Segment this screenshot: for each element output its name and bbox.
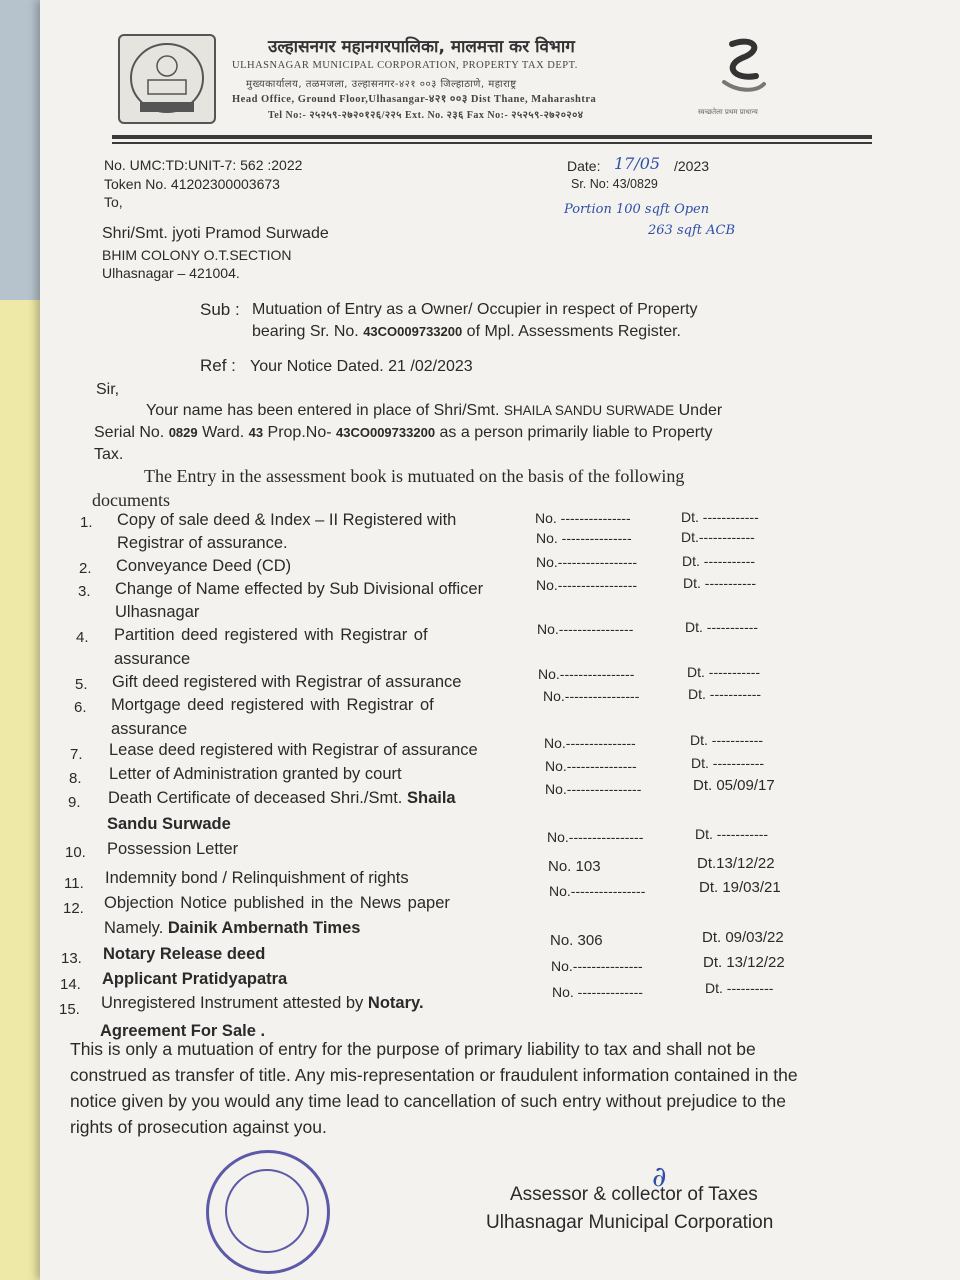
doc-description: Copy of sale deed & Index – II Registered with [117, 511, 457, 529]
doc-no: No.----------------- [536, 577, 638, 593]
doc-dt: Dt. ----------- [695, 826, 769, 842]
doc-number: 5. [75, 676, 88, 693]
reference-number: No. UMC:TD:UNIT-7: 562 :2022 [104, 157, 303, 173]
subject-label: Sub : [200, 300, 240, 319]
corporation-seal [206, 1150, 330, 1274]
swachh-logo-caption: स्वच्छतेला प्रथम प्राधान्य [698, 108, 758, 116]
doc-dt: Dt. ------------ [681, 509, 759, 525]
date-handwritten: 17/05 [614, 154, 661, 173]
doc-dt: Dt.13/12/22 [697, 855, 775, 872]
doc-number: 3. [78, 583, 91, 600]
doc-number: 14. [60, 976, 81, 993]
doc-no: No. 306 [550, 932, 603, 949]
doc-description: Mortgage deed registered with Registrar of [111, 696, 434, 714]
doc-description: Letter of Administration granted by court [109, 765, 402, 783]
doc-description: Indemnity bond / Relinquishment of rights [105, 869, 409, 887]
subject-line1: Mutuation of Entry as a Owner/ Occupier in respect of Property [252, 301, 698, 318]
addressee-address-line1: BHIM COLONY O.T.SECTION [102, 247, 292, 263]
doc-number: 2. [79, 560, 92, 577]
doc-no: No.--------------- [551, 958, 643, 974]
doc-dt: Dt. ---------- [705, 980, 774, 996]
doc-description: Lease deed registered with Registrar of assurance [109, 741, 478, 759]
doc-dt: Dt. 19/03/21 [699, 879, 781, 896]
doc-no: No.--------------- [544, 735, 636, 751]
document-page [40, 0, 960, 1280]
doc-description-cont: assurance [114, 650, 191, 668]
reference-label: Ref : [200, 356, 236, 375]
doc-description-cont: Registrar of assurance. [117, 534, 288, 552]
entry-sentence: The Entry in the assessment book is mutuated on the basis of the following [144, 466, 685, 486]
doc-number: 9. [68, 794, 81, 811]
doc-dt: Dt. ----------- [690, 732, 764, 748]
doc-number: 1. [80, 514, 93, 531]
handwritten-note-area: 263 sqft ACB [648, 223, 735, 238]
reference-text: Your Notice Dated. 21 /02/2023 [250, 358, 473, 375]
doc-dt: Dt. ----------- [691, 755, 765, 771]
doc-no: No.--------------- [545, 758, 637, 774]
doc-dt: Dt. 13/12/22 [703, 954, 785, 971]
doc-description: Unregistered Instrument attested by Notary. [101, 994, 424, 1012]
doc-number: 15. [59, 1001, 80, 1018]
doc-no: No.---------------- [543, 688, 640, 704]
handwritten-note-portion: Portion 100 sqft Open [564, 202, 710, 217]
doc-number: 11. [64, 875, 84, 892]
body-line1: Your name has been entered in place of Shri/Smt. SHAILA SANDU SURWADE Under [146, 402, 723, 419]
doc-no: No. --------------- [535, 510, 631, 526]
doc-description: Change of Name effected by Sub Divisional officer [115, 580, 484, 598]
doc-dt: Dt.------------ [681, 529, 755, 545]
body-line2: Serial No. 0829 Ward. 43 Prop.No- 43CO009733200 as a person primarily liable to Property [94, 424, 713, 441]
doc-no: No.---------------- [545, 781, 642, 797]
header-rule-thick [112, 135, 872, 139]
doc-description: Notary Release deed [103, 945, 266, 963]
doc-description: Gift deed registered with Registrar of assurance [112, 673, 462, 691]
token-number: Token No. 41202300003673 [104, 176, 280, 192]
signature-mark: ∂ [652, 1160, 667, 1193]
doc-no: No.---------------- [547, 829, 644, 845]
header-title-marathi: उल्हासनगर महानगरपालिका, मालमत्ता कर विभाग [268, 37, 575, 57]
seal-inner-ring [225, 1169, 309, 1253]
doc-description-cont: Sandu Surwade [107, 815, 231, 833]
disclaimer-paragraph: This is only a mutuation of entry for the purpose of primary liability to tax and shall not be construed as transfer of title. Any mis-representation or fraudulent information contained in the notice given by you would any time lead to cancellation of such entry without prejudice to the rights of prosecution against you. [70, 1039, 798, 1137]
header-rule-thin [112, 142, 872, 144]
signatory-organisation: Ulhasnagar Municipal Corporation [486, 1212, 774, 1233]
doc-number: 4. [76, 629, 89, 646]
doc-number: 8. [69, 770, 82, 787]
doc-description-cont: Ulhasnagar [115, 603, 200, 621]
doc-dt: Dt. ----------- [688, 686, 762, 702]
doc-number: 6. [74, 699, 87, 716]
subject-line2: bearing Sr. No. 43CO009733200 of Mpl. Assessments Register. [252, 323, 681, 340]
doc-description: Partition deed registered with Registrar of [114, 626, 428, 644]
to-label: To, [104, 194, 123, 210]
doc-dt: Dt. 05/09/17 [693, 777, 775, 794]
doc-description-cont: assurance [111, 720, 188, 738]
doc-number: 10. [65, 844, 86, 861]
doc-dt: Dt. ----------- [685, 619, 759, 635]
doc-description: Death Certificate of deceased Shri./Smt. Shaila [108, 789, 456, 807]
doc-dt: Dt. ----------- [687, 664, 761, 680]
doc-dt: Dt. ----------- [682, 553, 756, 569]
doc-no: No. 103 [548, 858, 601, 875]
swachh-logo [694, 36, 794, 122]
doc-number: 12. [63, 900, 84, 917]
doc-no: No. --------------- [536, 530, 632, 546]
header-address-english: Head Office, Ground Floor,Ulhasangar-४२१ ००३ Dist Thane, Maharashtra [232, 94, 597, 105]
doc-dt: Dt. ----------- [683, 575, 757, 591]
doc-description: Applicant Pratidyapatra [102, 970, 288, 988]
doc-no: No.----------------- [536, 554, 638, 570]
body-line3: Tax. [94, 446, 124, 463]
signatory-title: Assessor & collector of Taxes [510, 1184, 758, 1205]
header-title-english: ULHASNAGAR MUNICIPAL CORPORATION, PROPERTY TAX DEPT. [232, 60, 578, 71]
doc-description: Conveyance Deed (CD) [116, 557, 292, 575]
serial-number: Sr. No: 43/0829 [571, 177, 658, 191]
doc-description-cont: Agreement For Sale . [100, 1022, 266, 1040]
salutation: Sir, [96, 381, 120, 398]
doc-dt: Dt. 09/03/22 [702, 929, 784, 946]
doc-description: Possession Letter [107, 840, 239, 858]
doc-number: 13. [61, 950, 82, 967]
doc-description: Objection Notice published in the News paper [104, 894, 450, 912]
addressee-address-line2: Ulhasnagar – 421004. [102, 265, 240, 281]
header-contact: Tel No:- २५२५९-२७२०१२६/२२५ Ext. No. २३६ Fax No:- २५२५९-२७२०२०४ [268, 110, 584, 121]
addressee-name: Shri/Smt. jyoti Pramod Surwade [102, 225, 329, 242]
doc-description-cont: Namely. Dainik Ambernath Times [104, 919, 361, 937]
entry-sentence-end: documents [92, 490, 170, 510]
doc-number: 7. [70, 746, 83, 763]
corporation-emblem-logo [118, 34, 216, 124]
header-address-marathi: मुख्यकार्यालय, तळमजला, उल्हासनगर-४२१ ००३ जिल्हाठाणे, महाराष्ट्र [246, 79, 517, 90]
date-year: /2023 [674, 158, 710, 174]
doc-no: No.---------------- [537, 621, 634, 637]
doc-no: No. -------------- [552, 984, 643, 1000]
doc-no: No.---------------- [538, 666, 635, 682]
doc-no: No.---------------- [549, 883, 646, 899]
date-label: Date: [567, 158, 601, 174]
